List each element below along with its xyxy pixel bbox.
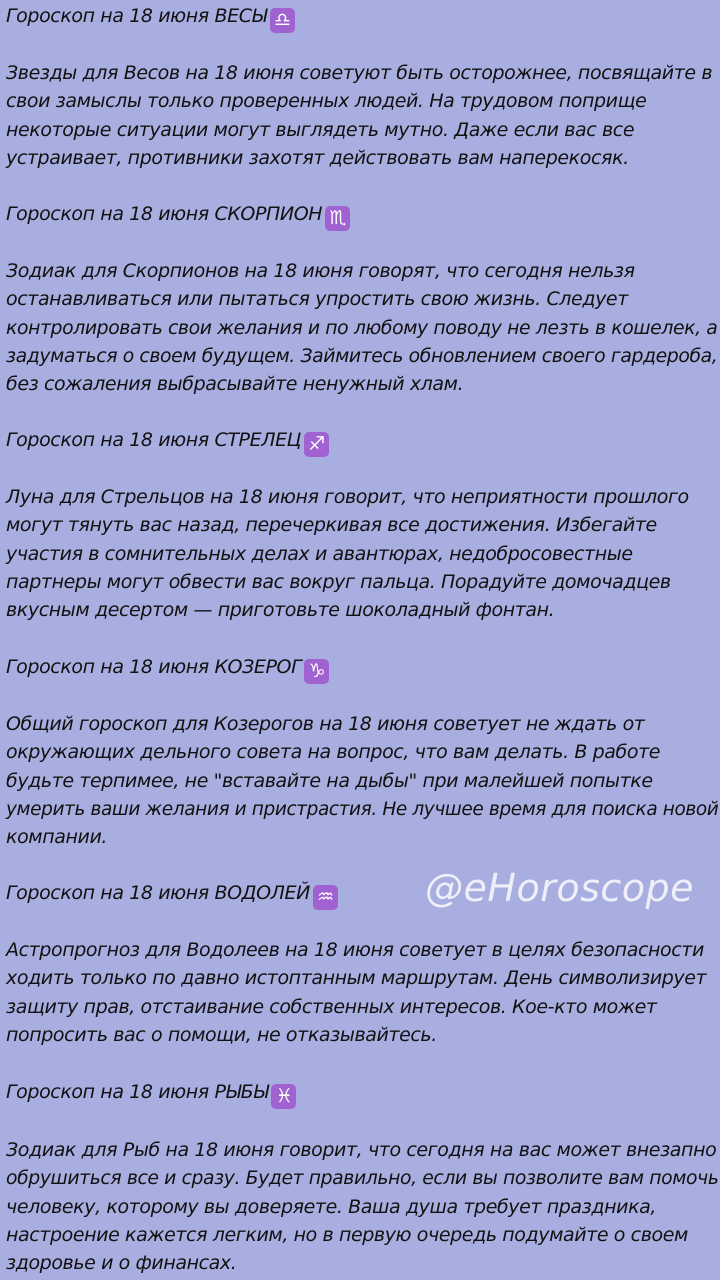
paragraph-line: останавливаться или пытаться упростить свою жизнь. Следует	[6, 288, 628, 311]
scorpio-icon: ♏	[325, 206, 350, 231]
paragraph-line: участия в сомнительных делах и авантюрах, недобросовестные	[6, 542, 633, 565]
paragraph-capricorn	[6, 710, 719, 851]
paragraph-line: здоровье и о финансах.	[6, 1252, 237, 1275]
section-heading-aquarius	[6, 879, 338, 910]
paragraph-line: компании.	[6, 826, 108, 849]
section-heading-libra	[6, 2, 295, 33]
sagittarius-icon: ♐	[304, 432, 329, 457]
paragraph-line: Зодиак для Рыб на 18 июня говорит, что сегодня на вас может внезапно	[6, 1139, 717, 1161]
paragraph-line: обрушиться все и сразу. Будет правильно, если вы позволите вам помочь	[6, 1167, 719, 1190]
paragraph-line: окружающих дельного совета на вопрос, что вам делать. В работе	[6, 741, 661, 764]
paragraph-line: защиту прав, отстаивание собственных интересов. Кое-кто может	[6, 995, 657, 1018]
heading-text: Гороскоп на 18 июня ВОДОЛЕЙ	[6, 882, 310, 904]
paragraph-line: Астропрогноз для Водолеев на 18 июня советует в целях безопасности	[6, 939, 704, 961]
paragraph-line: свои замыслы только проверенных людей. На трудовом поприще	[6, 90, 647, 113]
paragraph-line: Луна для Стрельцов на 18 июня говорит, что неприятности прошлого	[6, 486, 689, 508]
section-heading-pisces	[6, 1078, 296, 1109]
paragraph-line: Звезды для Весов на 18 июня советуют быть осторожнее, посвящайте в	[6, 62, 713, 84]
paragraph-line: контролировать свои желания и по любому поводу не лезть в кошелек, а	[6, 316, 718, 339]
paragraph-pisces	[6, 1136, 719, 1277]
paragraph-line: без сожаления выбрасывайте ненужный хлам.	[6, 373, 464, 396]
paragraph-scorpio	[6, 257, 716, 398]
paragraph-line: умерить ваши желания и пристрастия. Не лучшее время для поиска новой	[6, 797, 719, 820]
libra-icon: ♎	[270, 8, 295, 33]
paragraph-line: человеку, которому вы доверяете. Ваша душа требует праздника,	[6, 1195, 657, 1218]
paragraph-line: попросить вас о помощи, не отказывайтесь.	[6, 1023, 437, 1046]
heading-text: Гороскоп на 18 июня РЫБЫ	[6, 1081, 269, 1103]
paragraph-line: будьте терпимее, не "вставайте на дыбы" при малейшей попытке	[6, 769, 653, 792]
section-heading-capricorn	[6, 653, 329, 684]
capricorn-icon: ♑	[304, 659, 329, 684]
paragraph-sagittarius	[6, 483, 716, 624]
aquarius-icon: ♒	[313, 885, 338, 910]
section-heading-scorpio	[6, 200, 350, 231]
paragraph-line: задуматься о своем будущем. Займитесь обновлением своего гардероба,	[6, 344, 718, 367]
section-heading-sagittarius	[6, 426, 329, 457]
paragraph-line: настроение кажется легким, но в первую очередь подумайте о своем	[6, 1223, 688, 1246]
paragraph-line: ходить только по давно истоптанным маршрутам. День символизирует	[6, 967, 707, 990]
paragraph-line: Зодиак для Скорпионов на 18 июня говорят, что сегодня нельзя	[6, 260, 635, 282]
heading-text: Гороскоп на 18 июня ВЕСЫ	[6, 5, 267, 27]
heading-text: Гороскоп на 18 июня СТРЕЛЕЦ	[6, 429, 302, 451]
heading-text: Гороскоп на 18 июня КОЗЕРОГ	[6, 656, 302, 678]
paragraph-line: устраивает, противники захотят действовать вам наперекосяк.	[6, 146, 629, 169]
heading-text: Гороскоп на 18 июня СКОРПИОН	[6, 203, 323, 225]
paragraph-line: могут тянуть вас назад, перечеркивая все достижения. Избегайте	[6, 514, 657, 537]
paragraph-line: Общий гороскоп для Козерогов на 18 июня советует не ждать от	[6, 713, 645, 735]
paragraph-line: некоторые ситуации могут выглядеть мутно. Даже если вас все	[6, 118, 635, 141]
paragraph-libra	[6, 59, 716, 172]
watermark-text: @eHoroscope	[425, 866, 695, 910]
paragraph-line: вкусным десертом — приготовьте шоколадный фонтан.	[6, 599, 555, 622]
paragraph-line: партнеры могут обвести вас вокруг пальца. Порадуйте домочадцев	[6, 570, 671, 593]
paragraph-aquarius	[6, 936, 716, 1049]
pisces-icon: ♓	[271, 1084, 296, 1109]
